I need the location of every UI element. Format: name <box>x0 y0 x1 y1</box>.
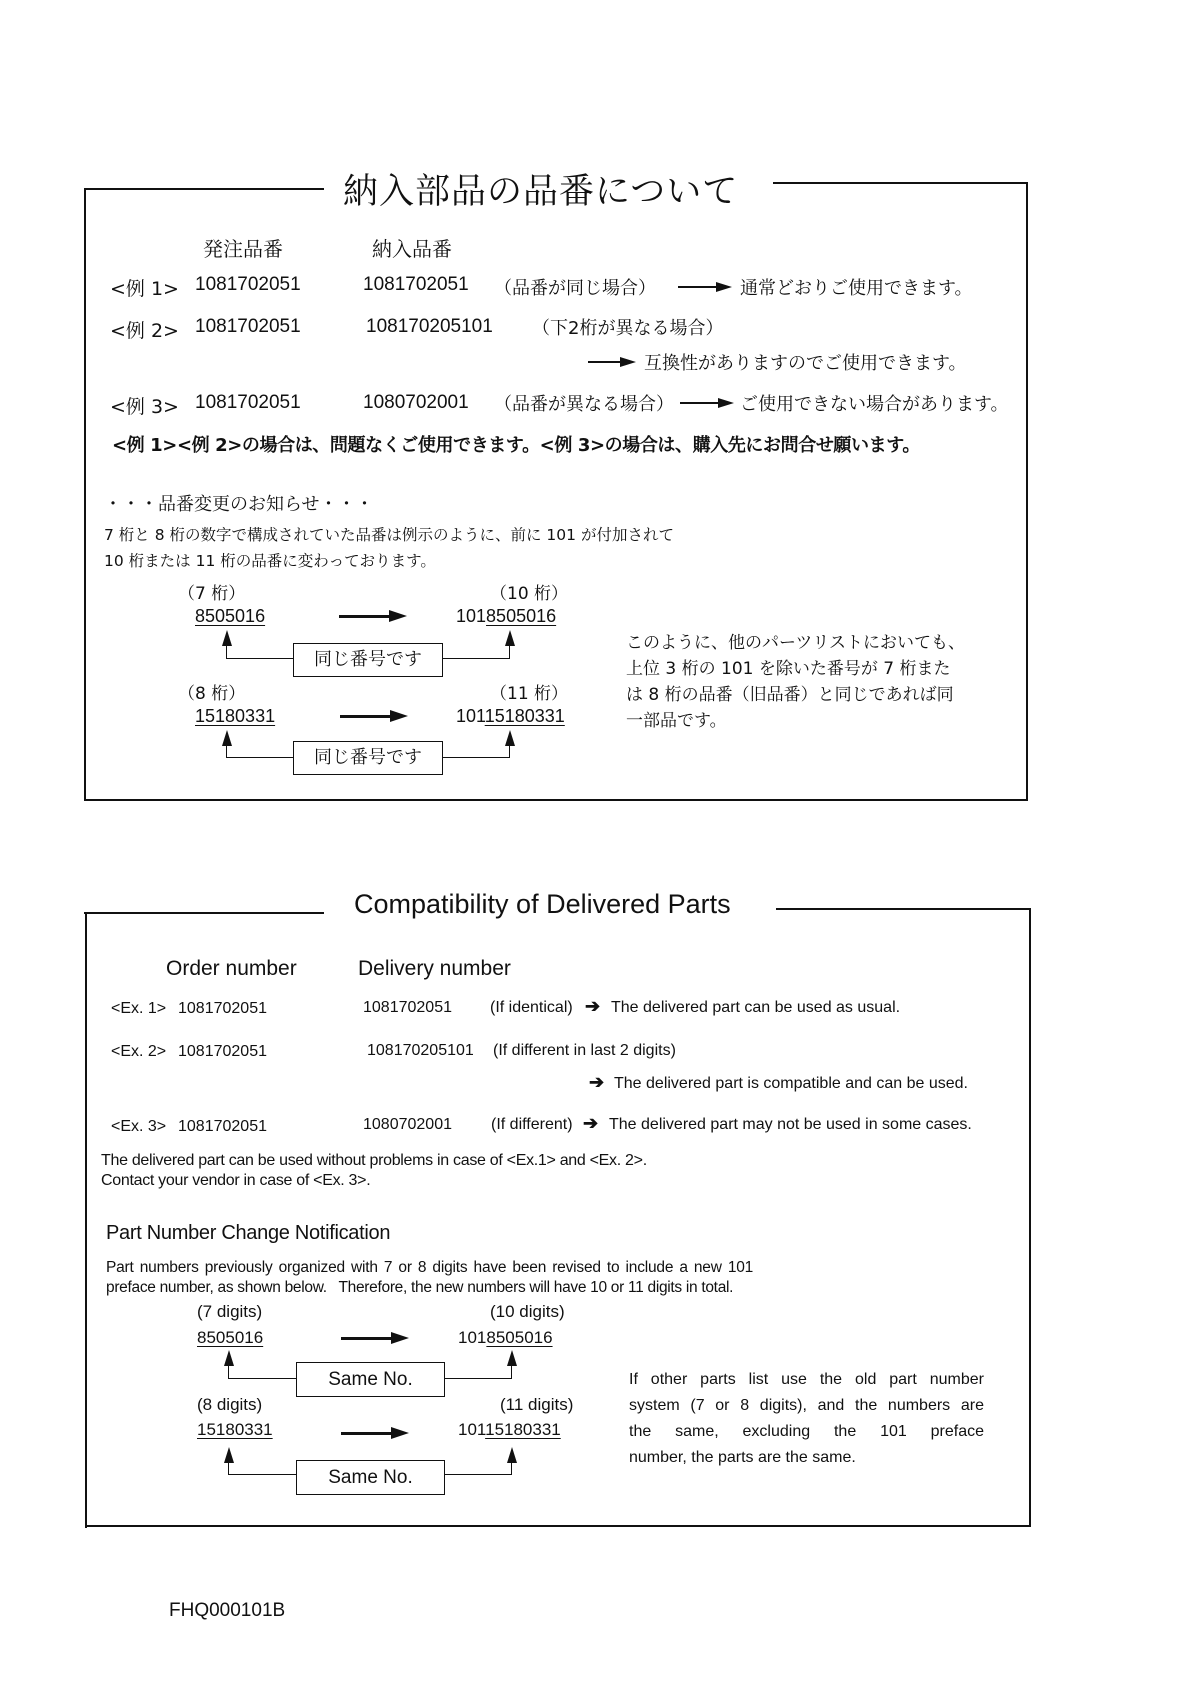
jp-ex3-condition: （品番が異なる場合） <box>494 394 674 415</box>
en-row2-new-label: (11 digits) <box>500 1395 574 1414</box>
jp-row1-new-prefix: 101 <box>456 606 487 626</box>
en-row2-left-connector <box>228 1461 297 1475</box>
jp-row1-new-label: （10 桁） <box>490 584 569 604</box>
en-ex2-delivery: 108170205101 <box>367 1042 474 1059</box>
en-row2-old-number: 15180331 <box>197 1420 273 1439</box>
jp-ex1-delivery: 1081702051 <box>363 274 469 295</box>
en-box-top-left-border <box>84 912 324 914</box>
right-arrow-icon <box>341 1337 393 1340</box>
en-note-line4: number, the parts are the same. <box>629 1449 856 1466</box>
jp-row1-right-connector <box>443 644 510 659</box>
jp-ex3-delivery: 1080702001 <box>363 392 469 413</box>
jp-box-left-border <box>84 188 86 801</box>
right-arrow-icon: ➔ <box>585 996 601 1016</box>
jp-ex3-result: ご使用できない場合があります。 <box>740 394 1009 415</box>
en-summary-line2: Contact your vendor in case of <Ex. 3>. <box>101 1172 371 1189</box>
right-arrow-icon: ➔ <box>583 1113 599 1133</box>
jp-note-line1: このように、他のパーツリストにおいても、 <box>626 633 965 653</box>
jp-ex1-condition: （品番が同じ場合） <box>494 278 656 299</box>
en-notice-title: Part Number Change Notification <box>106 1222 391 1244</box>
jp-note-line4: 一部品です。 <box>626 711 727 731</box>
jp-row2-new-label: （11 桁） <box>490 684 569 704</box>
jp-row2-old-number: 15180331 <box>195 706 276 726</box>
jp-ex1-result: 通常どおりご使用できます。 <box>740 278 973 299</box>
jp-row1-old-number: 8505016 <box>195 606 266 626</box>
jp-note-line2: 上位 3 桁の 101 を除いた番号が 7 桁また <box>626 659 951 679</box>
en-row1-left-connector <box>228 1364 297 1379</box>
jp-row2-new-number <box>456 706 565 727</box>
en-row1-old-number: 8505016 <box>197 1328 264 1347</box>
en-row1-same-box: Same No. <box>296 1362 445 1397</box>
en-notice-line1: Part numbers previously organized with 7 or 8 digits have been revised to include a new 101 <box>106 1259 754 1276</box>
en-ex3-delivery: 1080702001 <box>363 1116 452 1133</box>
jp-ex3-order: 1081702051 <box>195 392 301 413</box>
jp-row2-new-prefix: 101 <box>456 706 485 726</box>
en-ex1-delivery: 1081702051 <box>363 999 452 1016</box>
en-row1-new-number <box>458 1328 553 1348</box>
jp-col-delivery: 納入品番 <box>372 237 452 261</box>
en-ex3-label: <Ex. 3> <box>111 1118 167 1135</box>
jp-box-top-right-border <box>773 182 1027 184</box>
jp-ex2-order: 1081702051 <box>195 316 301 337</box>
jp-ex3-label: <例 3> <box>110 396 179 418</box>
en-box-bottom-border <box>85 1525 1031 1527</box>
right-arrow-icon <box>340 715 392 718</box>
en-summary-line1: The delivered part can be used without problems in case of <Ex.1> and <Ex. 2>. <box>101 1152 647 1169</box>
en-row2-new-rest: 15180331 <box>485 1420 561 1439</box>
en-title: Compatibility of Delivered Parts <box>354 889 731 919</box>
jp-row2-same-box: 同じ番号です <box>293 741 443 775</box>
jp-ex2-delivery: 108170205101 <box>366 316 493 337</box>
jp-row1-new-number <box>456 606 556 627</box>
right-arrow-icon <box>339 615 391 618</box>
en-row2-new-number <box>458 1420 561 1440</box>
jp-ex1-order: 1081702051 <box>195 274 301 295</box>
jp-row1-left-connector <box>226 644 294 659</box>
en-ex3-result: The delivered part may not be used in some cases. <box>609 1116 972 1133</box>
en-notice-line2: preface number, as shown below. Therefore, the new numbers will have 10 or 11 digits in total. <box>106 1279 734 1296</box>
en-ex1-result: The delivered part can be used as usual. <box>611 999 901 1016</box>
jp-title: 納入部品の品番について <box>343 172 739 212</box>
jp-ex2-result: 互換性がありますのでご使用できます。 <box>644 353 967 374</box>
jp-ex2-condition: （下2桁が異なる場合） <box>532 318 724 339</box>
en-ex2-condition: (If different in last 2 digits) <box>493 1042 676 1059</box>
en-ex1-condition: (If identical) <box>490 999 573 1016</box>
right-arrow-icon <box>588 361 622 363</box>
en-box-top-right-border <box>776 908 1030 910</box>
en-note-line3: the same, excluding the 101 preface <box>629 1423 984 1440</box>
right-arrow-icon <box>680 402 720 404</box>
jp-note-line3: は 8 桁の品番（旧品番）と同じであれば同 <box>626 685 954 705</box>
en-note-line1: If other parts list use the old part number <box>629 1371 984 1388</box>
jp-ex1-label: <例 1> <box>110 278 179 300</box>
jp-ex2-label: <例 2> <box>110 320 179 342</box>
right-arrow-icon <box>341 1432 393 1435</box>
en-row2-right-connector <box>444 1461 512 1475</box>
en-ex2-label: <Ex. 2> <box>111 1043 167 1060</box>
en-note-line2: system (7 or 8 digits), and the numbers are <box>629 1397 984 1414</box>
en-box-right-border <box>1029 908 1031 1526</box>
en-col-order: Order number <box>166 957 297 980</box>
en-ex2-result: The delivered part is compatible and can be used. <box>614 1075 968 1092</box>
jp-row1-new-rest: 8505016 <box>486 606 557 626</box>
en-row2-same-box: Same No. <box>296 1460 445 1495</box>
jp-row2-left-connector <box>226 744 294 758</box>
jp-notice-line1: 7 桁と 8 桁の数字で構成されていた品番は例示のように、前に 101 が付加されて <box>104 526 674 544</box>
en-col-delivery: Delivery number <box>358 957 511 980</box>
jp-col-order: 発注品番 <box>203 237 283 261</box>
en-ex2-order: 1081702051 <box>178 1043 267 1060</box>
doc-code: FHQ000101B <box>169 1600 286 1621</box>
jp-row2-new-rest: 15180331 <box>484 706 565 726</box>
right-arrow-icon: ➔ <box>589 1072 605 1092</box>
en-ex3-condition: (If different) <box>491 1116 573 1133</box>
jp-row2-old-label: （8 桁） <box>178 684 246 704</box>
jp-notice-line2: 10 桁または 11 桁の品番に変わっております。 <box>104 552 436 570</box>
en-row2-old-label: (8 digits) <box>197 1395 263 1414</box>
right-arrow-icon <box>678 286 718 288</box>
en-ex1-order: 1081702051 <box>178 1000 267 1017</box>
jp-row2-right-connector <box>443 744 510 758</box>
en-row2-new-prefix: 101 <box>458 1420 486 1439</box>
jp-box-top-left-border <box>84 188 324 190</box>
en-box-left-border <box>85 912 87 1528</box>
en-ex3-order: 1081702051 <box>178 1118 267 1135</box>
jp-box-bottom-border <box>84 799 1028 801</box>
jp-row1-same-box: 同じ番号です <box>293 643 443 677</box>
en-row1-new-label: (10 digits) <box>490 1302 565 1321</box>
jp-summary: <例 1><例 2>の場合は、問題なくご使用できます。<例 3>の場合は、購入先にお問合せ願います。 <box>112 435 920 456</box>
jp-box-right-border <box>1026 182 1028 800</box>
en-row1-right-connector <box>444 1364 512 1379</box>
en-row1-new-rest: 8505016 <box>486 1328 553 1347</box>
en-ex1-label: <Ex. 1> <box>111 1000 167 1017</box>
jp-notice-title: ・・・品番変更のお知らせ・・・ <box>104 494 374 515</box>
jp-row1-old-label: （7 桁） <box>178 584 246 604</box>
en-row1-old-label: (7 digits) <box>197 1302 263 1321</box>
en-row1-new-prefix: 101 <box>458 1328 487 1347</box>
